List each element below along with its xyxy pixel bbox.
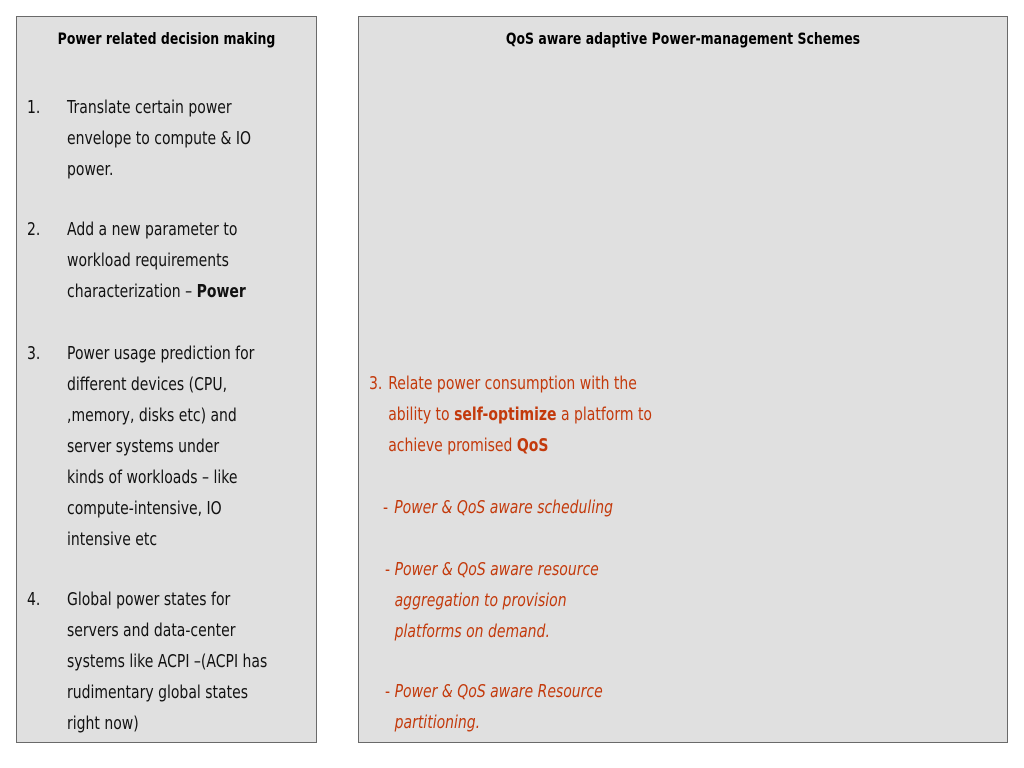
list-item-1 — [27, 93, 303, 186]
line: Power & QoS aware resource — [394, 560, 599, 580]
line: Relate power consumption with the — [388, 374, 637, 394]
line: Power & QoS aware Resource — [394, 682, 603, 702]
line: compute-intensive, IO — [67, 499, 222, 519]
line: platforms on demand. — [394, 622, 550, 642]
line: a platform to — [556, 405, 652, 425]
line: intensive etc — [67, 530, 158, 550]
dash-bullet: - — [385, 560, 391, 580]
list-number: 2. — [27, 220, 41, 240]
line: ability to — [388, 405, 455, 425]
line: different devices (CPU, — [67, 375, 228, 395]
line: partitioning. — [394, 713, 481, 733]
line: aggregation to provision — [394, 591, 567, 611]
main-point-number: 3. — [369, 374, 383, 394]
line: Translate certain power — [67, 98, 232, 118]
line: characterization – — [67, 282, 197, 302]
main-point-text — [388, 369, 705, 462]
list-item-2 — [27, 215, 303, 308]
list-number: 1. — [27, 98, 41, 118]
line: Add a new parameter to — [67, 220, 238, 240]
list-text — [67, 585, 303, 740]
line: servers and data-center — [67, 621, 236, 641]
list-text — [67, 93, 303, 186]
sub-point-scheduling — [383, 493, 703, 524]
sub-point-aggregation — [385, 555, 705, 648]
line: achieve promised — [388, 436, 517, 456]
line: systems like ACPI –(ACPI has — [67, 652, 268, 672]
left-panel — [16, 16, 317, 743]
bold-keyword: self-optimize — [454, 405, 557, 425]
list-item-3 — [27, 339, 303, 556]
sub-point-text — [395, 677, 705, 739]
list-number: 4. — [27, 590, 41, 610]
left-panel-title: Power related decision making — [57, 29, 276, 48]
line: envelope to compute & IO — [67, 129, 252, 149]
line: workload requirements — [67, 251, 229, 271]
right-panel-title: QoS aware adaptive Power-management Schemes — [505, 29, 861, 48]
line: Global power states for — [67, 590, 231, 610]
bold-keyword: Power — [196, 282, 246, 302]
list-number: 3. — [27, 344, 41, 364]
line: rudimentary global states — [67, 683, 248, 703]
line: server systems under — [67, 437, 220, 457]
list-item-4 — [27, 585, 303, 740]
line: power. — [67, 160, 114, 180]
bold-keyword: QoS — [516, 436, 549, 456]
list-text — [67, 339, 303, 556]
sub-point-text — [394, 493, 703, 524]
line: Power & QoS aware scheduling — [394, 498, 613, 518]
main-point-3 — [369, 369, 705, 462]
line: kinds of workloads – like — [67, 468, 238, 488]
line: ,memory, disks etc) and — [67, 406, 237, 426]
line: right now) — [67, 714, 139, 734]
dash-bullet: - — [383, 498, 389, 518]
sub-point-text — [395, 555, 705, 648]
dash-bullet: - — [385, 682, 391, 702]
right-panel — [358, 16, 1008, 743]
line: Power usage prediction for — [67, 344, 255, 364]
list-text — [67, 215, 303, 308]
sub-point-partitioning — [385, 677, 705, 739]
